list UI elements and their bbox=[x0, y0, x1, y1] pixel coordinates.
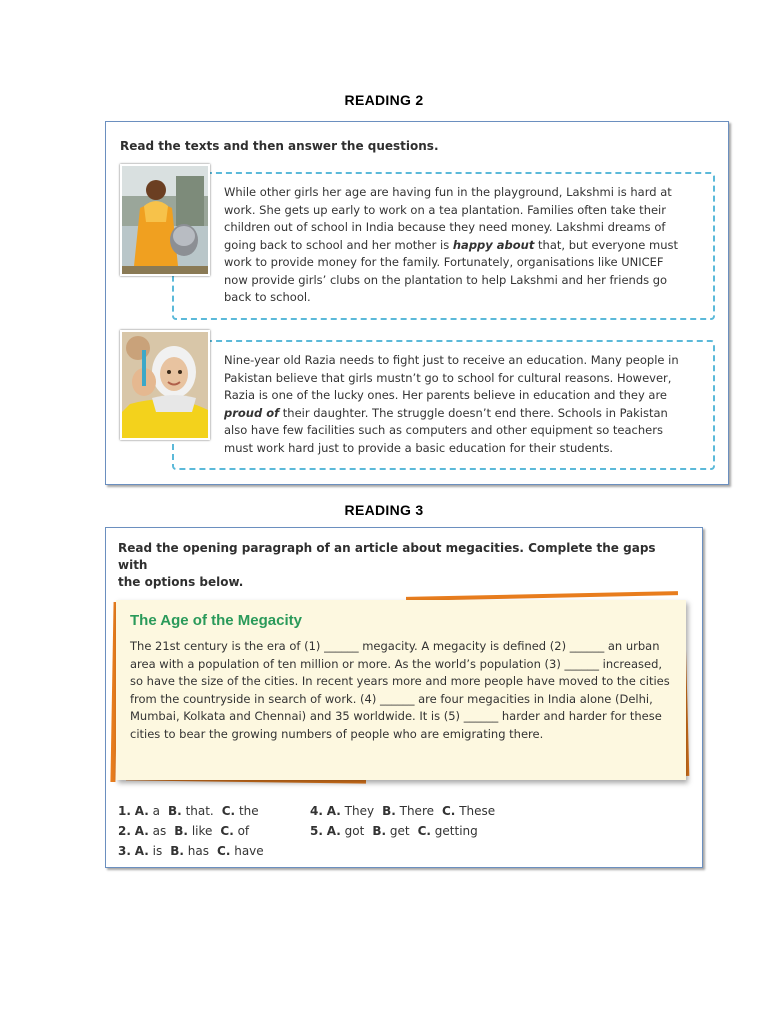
article-title: The Age of the Megacity bbox=[130, 612, 302, 629]
lakshmi-text bbox=[224, 184, 690, 307]
reading-2-title: READING 2 bbox=[344, 92, 424, 108]
reading-2-instruction: Read the texts and then answer the questions. bbox=[120, 139, 439, 153]
razia-text-box bbox=[172, 340, 715, 470]
reading-3-title: READING 3 bbox=[344, 502, 424, 518]
reading-3-panel bbox=[105, 527, 703, 868]
razia-text-part1: Nine-year old Razia needs to fight just to receive an education. Many people in Pakistan believe that girls mustn’t go to school for cultural reasons. However, Razia is one of the lucky ones. Her parents believe in education and they are bbox=[224, 353, 679, 402]
article-text: The 21st century is the era of (1) ______ megacity. A megacity is defined (2) ______ an urban area with a population of ten million or more. As the world’s population (3) ______ increased, so have the size of the cities. In recent years more and more people have moved to the cities from the countryside in search of work. (4) ______ are four megacities in India alone (Delhi, Mumbai, Kolkata and Chennai) and 35 worldwide. It is (5) ______ harder and harder for these cities to bear the growing numbers of people who are emigrating there. bbox=[130, 639, 670, 741]
razia-text bbox=[224, 352, 690, 457]
megacity-article-card bbox=[116, 600, 686, 780]
answer-options bbox=[118, 804, 688, 864]
option-row-2: 2. A. as B. like C. of bbox=[118, 824, 250, 838]
option-row-4: 4. A. They B. There C. These bbox=[310, 804, 496, 818]
razia-photo bbox=[120, 330, 210, 440]
reading-3-instruction-line1: Read the opening paragraph of an article about megacities. Complete the gaps with bbox=[118, 541, 656, 572]
reading-3-instruction bbox=[118, 540, 688, 591]
lakshmi-photo-overlay bbox=[120, 164, 210, 276]
lakshmi-text-emphasis: happy about bbox=[452, 237, 535, 252]
reading-3-instruction-line2: the options below. bbox=[118, 575, 244, 589]
lakshmi-text-box bbox=[172, 172, 715, 320]
lakshmi-text-part1: While other girls her age are having fun in the playground, Lakshmi is hard at work. She gets up early to work on a tea plantation. Families often take their children out of school in India because they need money. Lakshmi dreams of going back to school and her mother is bbox=[224, 185, 672, 252]
reading-2-panel bbox=[105, 121, 729, 485]
razia-text-emphasis: proud of bbox=[224, 405, 280, 420]
option-row-3: 3. A. is B. has C. have bbox=[118, 844, 264, 858]
option-row-1: 1. A. a B. that. C. the bbox=[118, 804, 259, 818]
lakshmi-text-part2: that, but everyone must work to provide money for the family. Fortunately, organisations like UNICEF now provide girls’ clubs on the plantation to help Lakshmi and her friends go back to school. bbox=[224, 237, 678, 304]
option-row-5: 5. A. got B. get C. getting bbox=[310, 824, 478, 838]
razia-text-part2: their daughter. The struggle doesn’t end there. Schools in Pakistan also have few facilities such as computers and other equipment so teachers must work hard just to provide a basic education for their students. bbox=[224, 405, 668, 455]
